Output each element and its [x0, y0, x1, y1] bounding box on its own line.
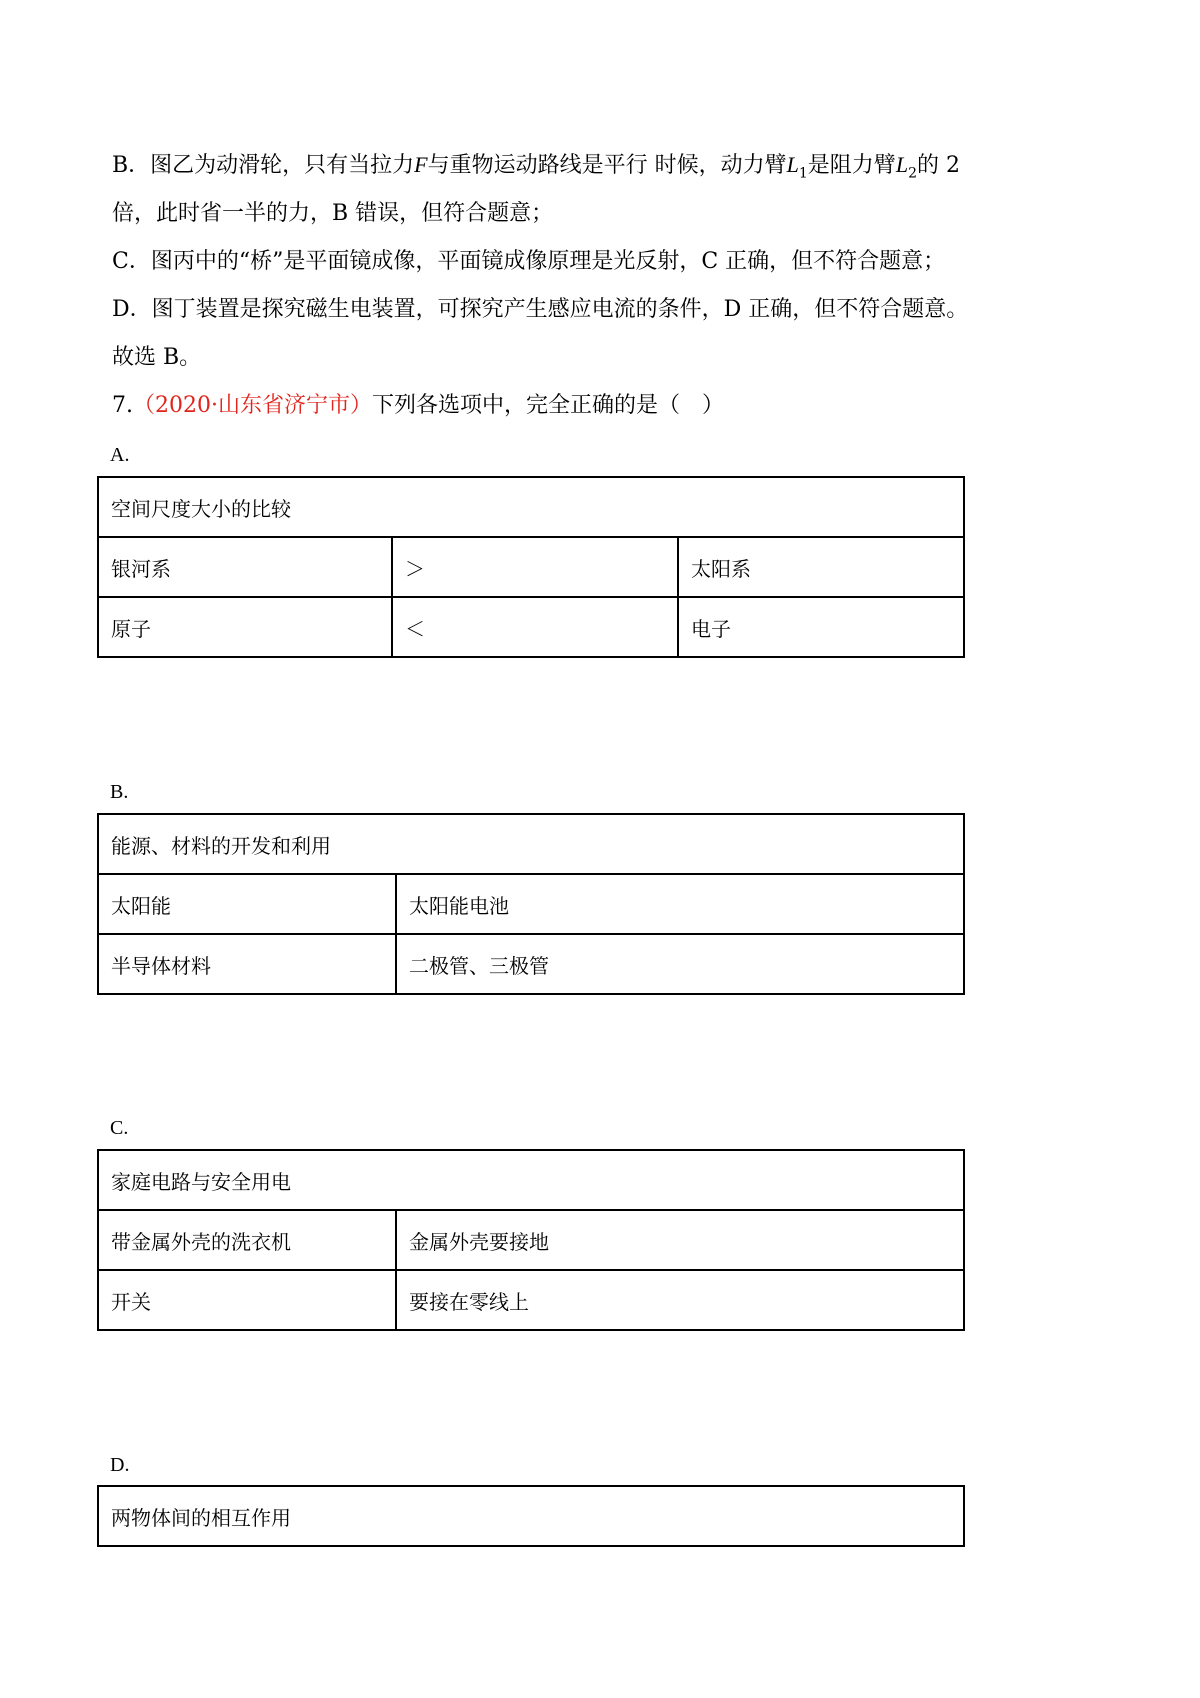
variable-l2: L: [895, 152, 909, 177]
option-c-table: [97, 1149, 965, 1331]
table-cell: 电子: [678, 597, 964, 657]
table-cell: ＞: [392, 537, 678, 597]
table-row: [98, 874, 964, 934]
option-c-label: C.: [110, 1117, 129, 1139]
option-b-table: [97, 813, 965, 995]
table-row: [98, 597, 964, 657]
table-row: [98, 814, 964, 874]
answer-line: 故选 B。: [112, 345, 202, 370]
subscript: 2: [908, 165, 917, 182]
table-cell: 原子: [98, 597, 392, 657]
text-fragment: 与重物运动路线是平行 时候，动力臂: [427, 153, 787, 178]
table-cell: 半导体材料: [98, 934, 396, 994]
explanation-b-line2: 倍，此时省一半的力，B 错误，但符合题意；: [112, 201, 554, 226]
table-row: [98, 1270, 964, 1330]
option-b-label: B.: [110, 781, 129, 803]
table-cell: 银河系: [98, 537, 392, 597]
table-row: [98, 1486, 964, 1546]
table-cell: 带金属外壳的洗衣机: [98, 1210, 396, 1270]
table-title: 能源、材料的开发和利用: [98, 814, 964, 874]
variable-f: F: [414, 152, 428, 177]
question-7: [112, 391, 724, 421]
variable-l1: L: [786, 152, 799, 177]
table-cell: 开关: [98, 1270, 396, 1330]
table-title: 两物体间的相互作用: [98, 1486, 964, 1546]
table-cell: 太阳能电池: [396, 874, 964, 934]
question-source: （2020·山东省济宁市）: [133, 393, 372, 418]
option-d-table: [97, 1485, 965, 1547]
table-cell: 太阳能: [98, 874, 396, 934]
explanation-b-line1: [112, 150, 960, 188]
table-cell: 要接在零线上: [396, 1270, 964, 1330]
table-title: 家庭电路与安全用电: [98, 1150, 964, 1210]
question-number: 7.: [112, 393, 133, 418]
explanation-d-line: D．图丁装置是探究磁生电装置，可探究产生感应电流的条件，D 正确，但不符合题意。: [112, 297, 969, 322]
option-a-table: [97, 476, 965, 658]
question-stem: 下列各选项中，完全正确的是（ ）: [371, 393, 724, 418]
explanation-c-line: C．图丙中的“桥”是平面镜成像，平面镜成像原理是光反射，C 正确，但不符合题意；: [112, 249, 946, 274]
table-cell: ＜: [392, 597, 678, 657]
text-fragment: 是阻力臂: [807, 153, 896, 178]
table-row: [98, 537, 964, 597]
table-row: [98, 1210, 964, 1270]
table-row: [98, 477, 964, 537]
table-cell: 太阳系: [678, 537, 964, 597]
option-a-label: A.: [110, 444, 130, 466]
subscript: 1: [798, 165, 808, 182]
text-fragment: B．图乙为动滑轮，只有当拉力: [112, 153, 415, 178]
table-cell: 金属外壳要接地: [396, 1210, 964, 1270]
table-row: [98, 934, 964, 994]
text-fragment: 的 2: [916, 153, 960, 178]
table-row: [98, 1150, 964, 1210]
option-d-label: D.: [110, 1454, 130, 1476]
table-title: 空间尺度大小的比较: [98, 477, 964, 537]
table-cell: 二极管、三极管: [396, 934, 964, 994]
